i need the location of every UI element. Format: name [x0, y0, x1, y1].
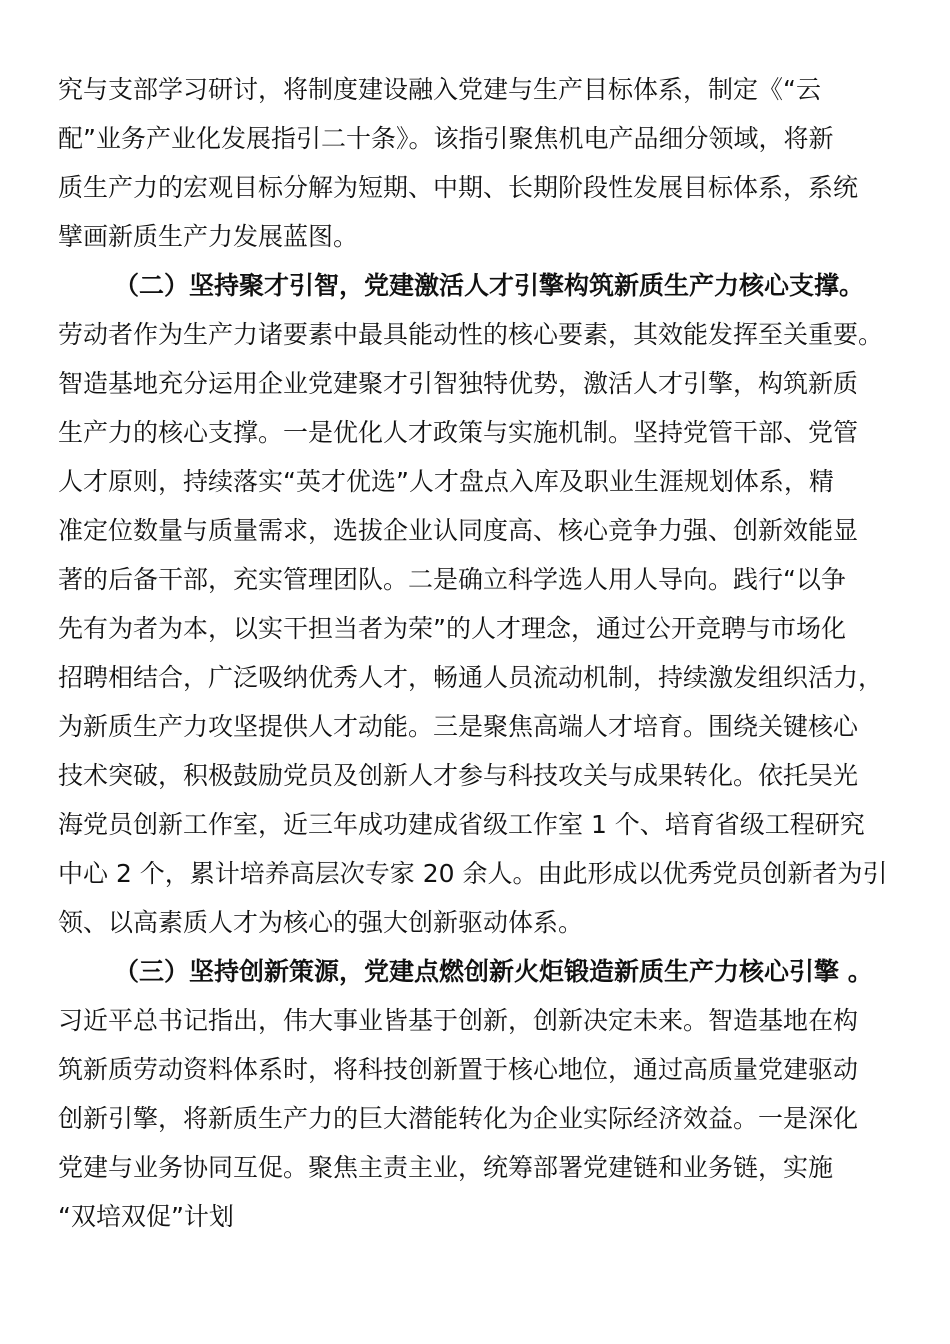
section-heading-3: [58, 947, 898, 996]
paragraph-line: 先有为者为本，以实干担当者为荣”的人才理念，通过公开竞聘与市场化: [58, 614, 846, 643]
paragraph-line: 为新质生产力攻坚提供人才动能。三是聚焦高端人才培育。围绕关键核心: [58, 712, 859, 741]
document-body: [58, 65, 898, 1241]
paragraph-line: 海党员创新工作室，近三年成功建成省级工作室 1 个、培育省级工程研究: [58, 810, 865, 839]
paragraph-line: 擘画新质生产力发展蓝图。: [58, 222, 359, 251]
paragraph-line: 生产力的核心支撑。一是优化人才政策与实施机制。坚持党管干部、党管: [58, 418, 859, 447]
paragraph-line: 著的后备干部，充实管理团队。二是确立科学选人用人导向。践行“以争: [58, 565, 846, 594]
paragraph-line: 人才原则，持续落实“英才优选”人才盘点入库及职业生涯规划体系，精: [58, 467, 834, 496]
paragraph-line: 技术突破，积极鼓励党员及创新人才参与科技攻关与成果转化。依托吴光: [58, 761, 859, 790]
paragraph-line: 招聘相结合，广泛吸纳优秀人才，畅通人员流动机制，持续激发组织活力，: [58, 663, 884, 692]
paragraph-line: “双培双促”计划: [58, 1202, 234, 1231]
paragraph-line: 配”业务产业化发展指引二十条》。该指引聚焦机电产品细分领域，将新: [58, 124, 834, 153]
paragraph-1: [58, 65, 898, 261]
paragraph-line: 智造基地充分运用企业党建聚才引智独特优势，激活人才引擎，构筑新质: [58, 369, 859, 398]
section-heading-line: （三）坚持创新策源，党建点燃创新火炬锻造新质生产力核心引擎 。: [114, 957, 873, 986]
paragraph-line: 准定位数量与质量需求，选拔企业认同度高、核心竞争力强、创新效能显: [58, 516, 859, 545]
section-heading-2: [58, 261, 898, 310]
paragraph-2: [58, 310, 898, 947]
paragraph-line: 中心 2 个，累计培养高层次专家 20 余人。由此形成以优秀党员创新者为引: [58, 859, 888, 888]
paragraph-line: 创新引擎，将新质生产力的巨大潜能转化为企业实际经济效益。一是深化: [58, 1104, 859, 1133]
paragraph-line: 习近平总书记指出，伟大事业皆基于创新，创新决定未来。智造基地在构: [58, 1006, 859, 1035]
paragraph-line: 党建与业务协同互促。聚焦主责主业，统筹部署党建链和业务链，实施: [58, 1153, 834, 1182]
paragraph-line: 究与支部学习研讨，将制度建设融入党建与生产目标体系，制定《“云: [58, 75, 821, 104]
paragraph-line: 领、以高素质人才为核心的强大创新驱动体系。: [58, 908, 584, 937]
paragraph-3: [58, 996, 898, 1241]
paragraph-line: 质生产力的宏观目标分解为短期、中期、长期阶段性发展目标体系，系统: [58, 173, 859, 202]
section-heading-line: （二）坚持聚才引智，党建激活人才引擎构筑新质生产力核心支撑。: [114, 271, 865, 300]
paragraph-line: 筑新质劳动资料体系时，将科技创新置于核心地位，通过高质量党建驱动: [58, 1055, 859, 1084]
paragraph-line: 劳动者作为生产力诸要素中最具能动性的核心要素，其效能发挥至关重要。: [58, 320, 884, 349]
